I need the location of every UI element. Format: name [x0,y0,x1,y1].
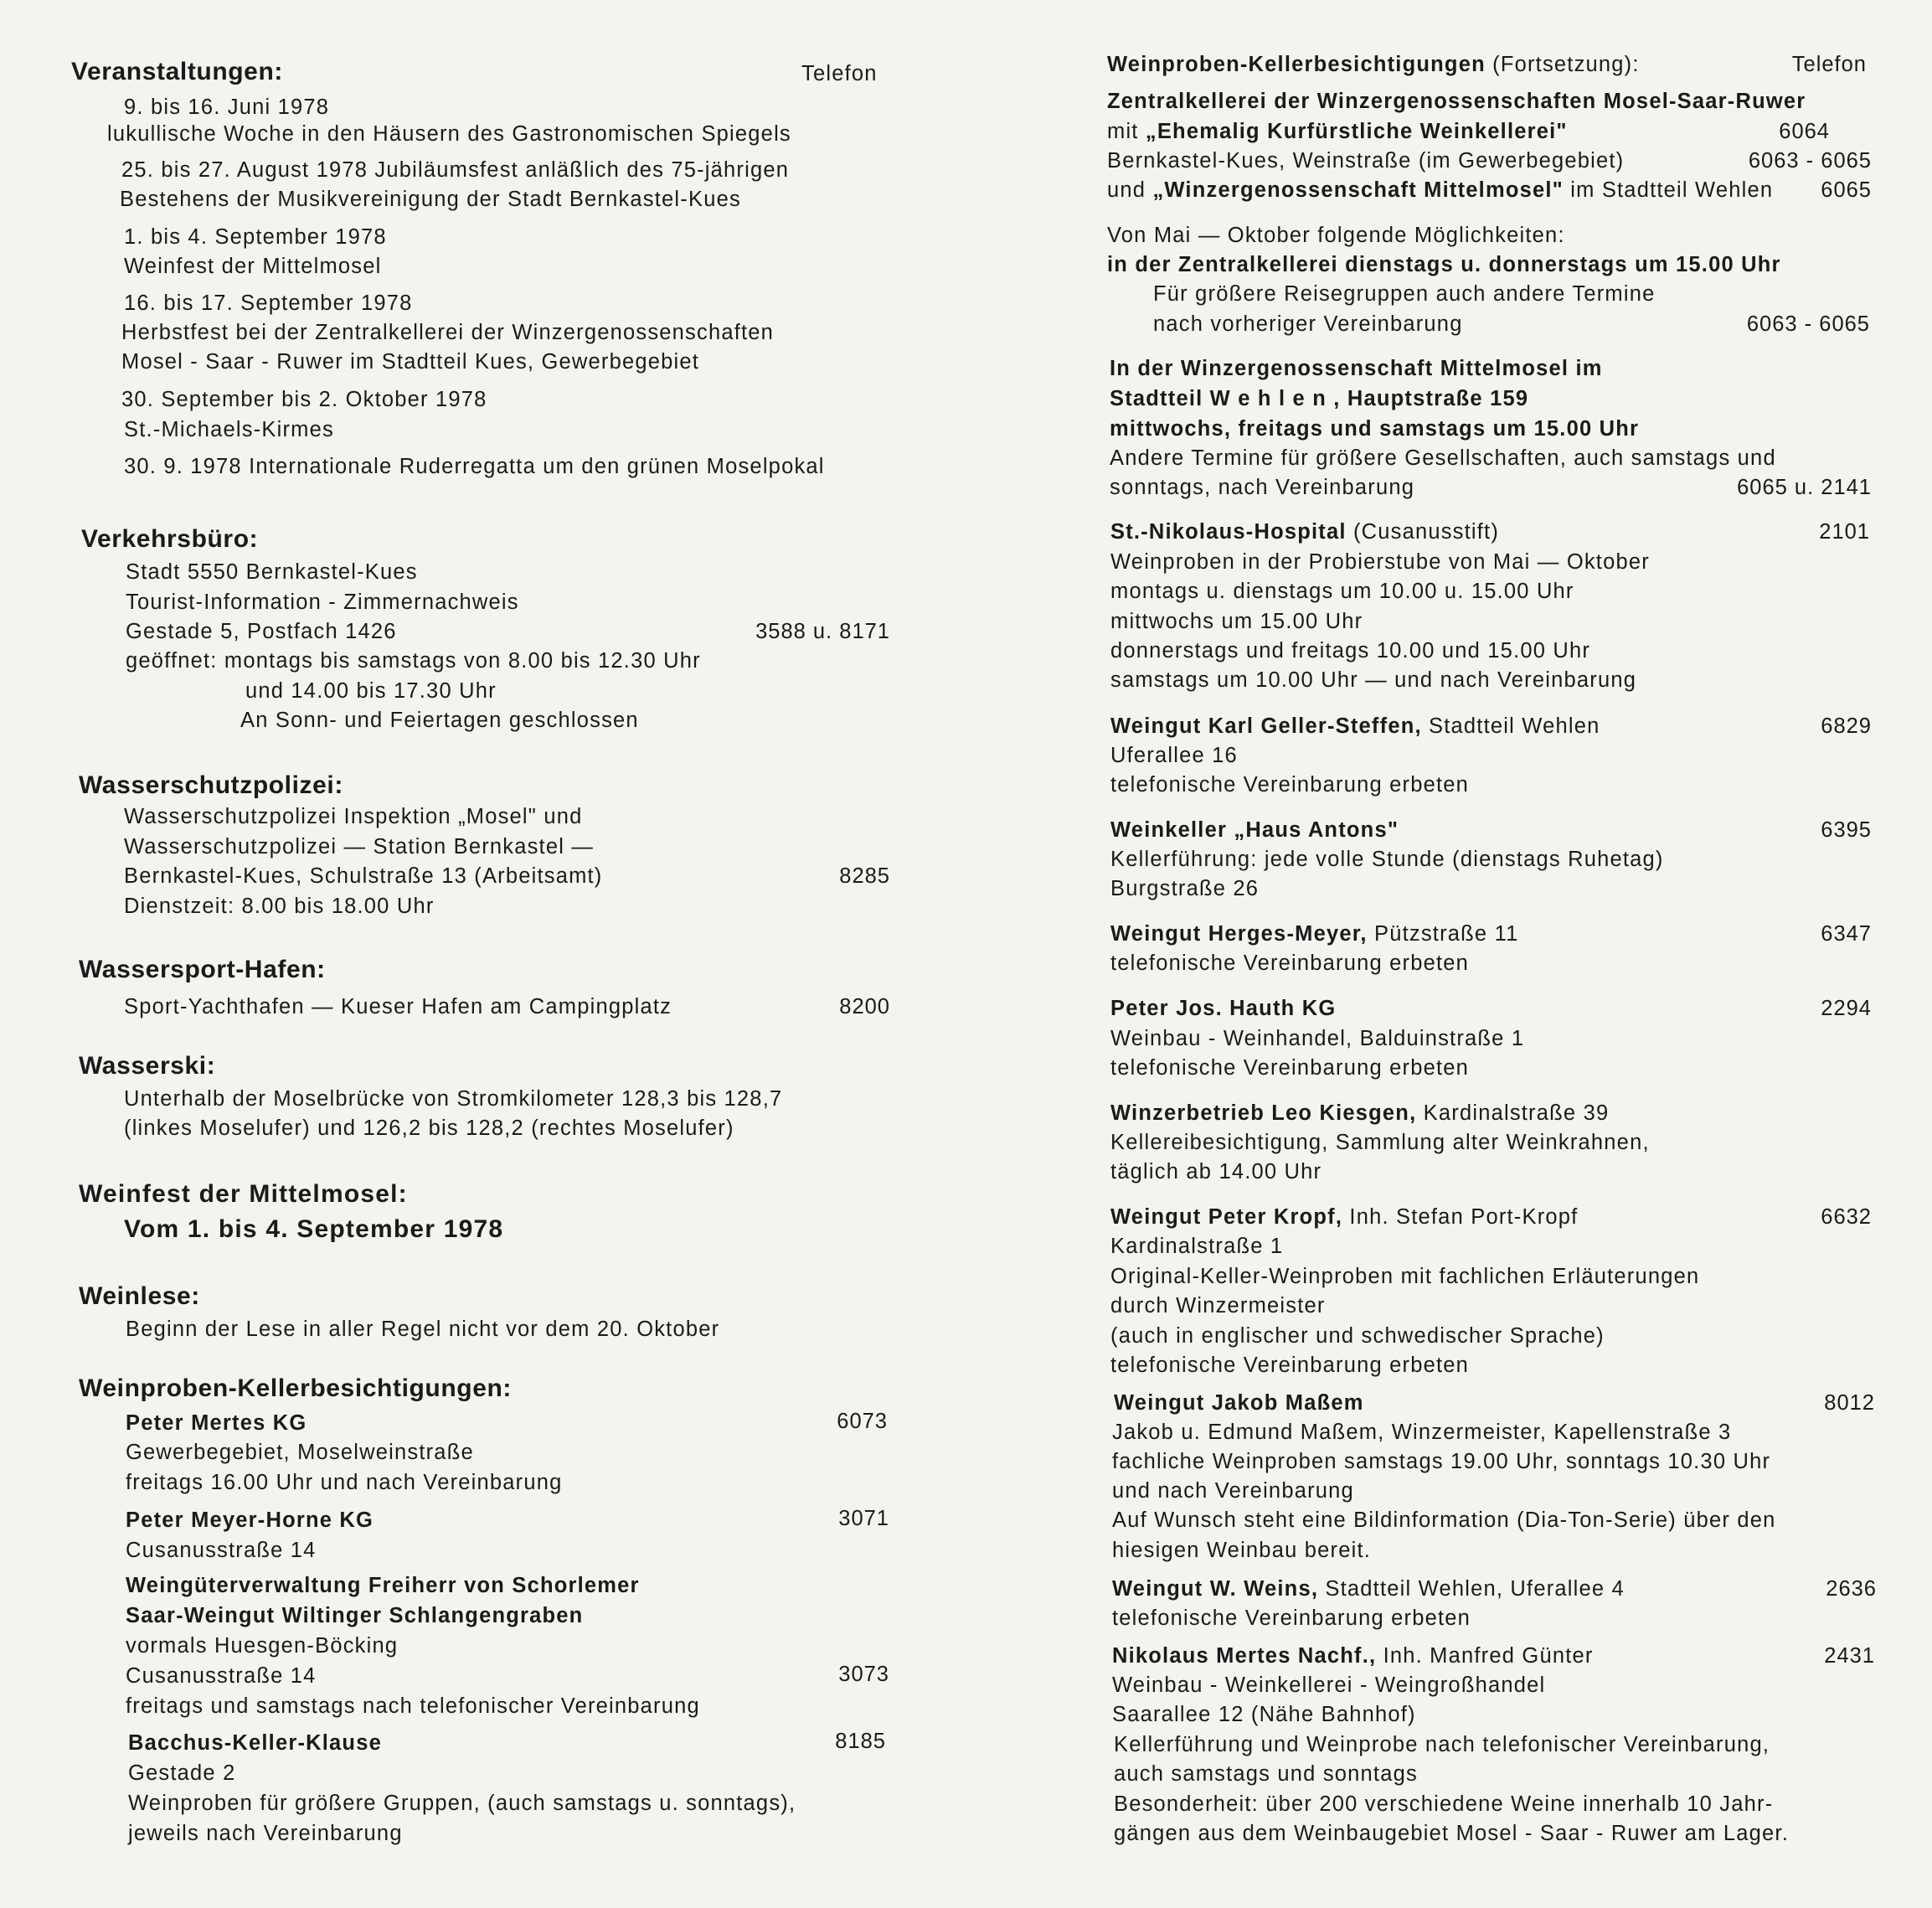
entry-suffix: Stadtteil Wehlen, Uferallee 4 [1318,1577,1625,1601]
phone-number: 6065 [1821,178,1872,202]
entry-name: Weingut Jakob Maßem [1114,1391,1364,1415]
entry-suffix: Stadtteil Wehlen [1421,714,1600,738]
entry-header [1112,1576,1625,1602]
entry-header [1110,1204,1578,1230]
phone-number: 6073 [837,1410,888,1433]
entry-header [1110,1101,1609,1127]
phone-column-header: Telefon [1791,53,1867,76]
phone-number: 3073 [838,1663,889,1686]
entry-name: Nikolaus Mertes Nachf., [1112,1644,1377,1668]
info-line: Für größere Reisegruppen auch andere Termine [1153,282,1656,306]
entry-name: Saar-Weingut Wiltinger Schlangengraben [126,1604,584,1627]
entry-name: Peter Jos. Hauth KG [1110,997,1337,1020]
info-line: täglich ab 14.00 Uhr [1110,1160,1322,1183]
info-line: und nach Vereinbarung [1112,1479,1354,1503]
entry-suffix: (Cusanusstift) [1346,520,1500,544]
info-line: freitags 16.00 Uhr und nach Vereinbarung [126,1471,563,1494]
entry-name: Zentralkellerei der Winzergenossenschaften Mosel-Saar-Ruwer [1107,90,1806,113]
entry-suffix: Inh. Stefan Port-Kropf [1342,1205,1579,1229]
entry-header [1112,1643,1594,1669]
info-line: Kellerführung und Weinprobe nach telefonischer Vereinbarung, [1114,1733,1770,1756]
entry-header [1110,714,1600,740]
phone-number: 2101 [1819,520,1870,544]
section-heading-veranstaltungen: Veranstaltungen: [71,58,283,85]
entry-name: St.-Nikolaus-Hospital [1110,520,1347,544]
info-line: Gestade 5, Postfach 1426 [126,620,397,643]
section-heading-weinfest: Weinfest der Mittelmosel: [79,1180,408,1208]
info-line: Sport-Yachthafen — Kueser Hafen am Campingplatz [124,995,672,1018]
phone-number: 2431 [1824,1644,1875,1668]
info-line: (auch in englischer und schwedischer Sprache) [1110,1324,1605,1348]
phone-number: 8285 [839,864,890,888]
entry-name: Weingut W. Weins, [1112,1577,1319,1601]
info-line: telefonische Vereinbarung erbeten [1110,1056,1470,1080]
info-line: telefonische Vereinbarung erbeten [1110,773,1470,797]
info-line: Cusanusstraße 14 [126,1664,317,1688]
phone-number: 3071 [838,1507,889,1530]
phone-number: 3588 u. 8171 [755,620,890,643]
text-suffix: im Stadtteil Wehlen [1563,178,1774,202]
event-line: 30. 9. 1978 Internationale Ruderregatta um den grünen Moselpokal [124,455,825,478]
info-line: donnerstags und freitags 10.00 und 15.00 Uhr [1110,639,1591,663]
info-line: Beginn der Lese in aller Regel nicht vor dem 20. Oktober [126,1318,720,1341]
info-line: montags u. dienstags um 10.00 u. 15.00 Uhr [1110,580,1574,603]
section-heading-weinlese: Weinlese: [79,1282,200,1310]
phone-number: 8200 [839,995,890,1018]
section-heading-wasserschutzpolizei: Wasserschutzpolizei: [79,771,343,799]
info-line: Stadt 5550 Bernkastel-Kues [126,560,418,584]
entry-name: Weingut Peter Kropf, [1110,1205,1343,1229]
info-line: Weinbau - Weinkellerei - Weingroßhandel [1112,1673,1546,1697]
info-line: Auf Wunsch steht eine Bildinformation (Dia-Ton-Serie) über den [1112,1508,1776,1532]
continuation-heading [1107,52,1640,78]
info-line: freitags und samstags nach telefonischer Vereinbarung [126,1694,700,1718]
entry-name: Winzerbetrieb Leo Kiesgen, [1110,1101,1417,1125]
info-line: Bernkastel-Kues, Weinstraße (im Gewerbegebiet) [1107,149,1625,173]
event-line: Bestehens der Musikvereinigung der Stadt Bernkastel-Kues [120,188,741,211]
info-line: Andere Termine für größere Gesellschaften, auch samstags und [1110,446,1776,470]
continuation-heading-suffix: (Fortsetzung): [1485,53,1640,76]
phone-number: 6063 - 6065 [1746,312,1870,336]
phone-number: 2636 [1826,1577,1877,1601]
phone-number: 8012 [1824,1391,1875,1415]
info-line: Uferallee 16 [1110,744,1238,767]
info-line: sonntags, nach Vereinbarung [1110,476,1415,499]
info-line: geöffnet: montags bis samstags von 8.00 bis 12.30 Uhr [126,649,701,673]
entry-name: Weingut Karl Geller-Steffen, [1110,714,1422,738]
info-line: Gewerbegebiet, Moselweinstraße [126,1441,474,1464]
info-line: (linkes Moselufer) und 126,2 bis 128,2 (rechtes Moselufer) [124,1116,734,1140]
info-line: Von Mai — Oktober folgende Möglichkeiten: [1107,224,1565,247]
entry-name: Weingüterverwaltung Freiherr von Schorlemer [126,1574,640,1597]
text-prefix: und [1107,178,1153,202]
event-line: Weinfest der Mittelmosel [124,255,382,278]
entry-header [1110,519,1499,545]
info-line: Kellereibesichtigung, Sammlung alter Weinkrahnen, [1110,1131,1650,1154]
info-line: Kellerführung: jede volle Stunde (dienstags Ruhetag) [1110,848,1664,871]
entry-suffix: Inh. Manfred Günter [1376,1644,1594,1668]
info-line: telefonische Vereinbarung erbeten [1110,1354,1470,1377]
phone-number: 6395 [1821,818,1872,842]
section-heading-wassersport-hafen: Wassersport-Hafen: [79,956,326,983]
entry-name: „Ehemalig Kurfürstliche Weinkellerei" [1145,120,1568,143]
info-line: mittwochs um 15.00 Uhr [1110,610,1363,633]
entry-name: „Winzergenossenschaft Mittelmosel" [1152,178,1564,202]
section-heading-weinproben: Weinproben-Kellerbesichtigungen: [79,1374,513,1402]
entry-name: Peter Meyer-Horne KG [126,1508,374,1532]
phone-number: 6064 [1779,120,1830,143]
event-line: 16. bis 17. September 1978 [124,291,413,315]
entry-header [1110,921,1518,947]
phone-number: 2294 [1821,997,1872,1020]
info-line: Bernkastel-Kues, Schulstraße 13 (Arbeitsamt) [124,864,603,888]
entry-name: Weingut Herges-Meyer, [1110,922,1368,946]
phone-number: 6829 [1821,714,1872,738]
phone-column-header: Telefon [801,62,878,85]
entry-name: In der Winzergenossenschaft Mittelmosel im [1110,357,1603,380]
info-line: nach vorheriger Vereinbarung [1153,312,1463,336]
entry-suffix: Kardinalstraße 39 [1416,1101,1610,1125]
info-line: und 14.00 bis 17.30 Uhr [245,679,497,703]
event-line: 30. September bis 2. Oktober 1978 [121,388,487,411]
info-line [1107,178,1773,204]
continuation-heading-bold: Weinproben-Kellerbesichtigungen [1107,53,1486,76]
info-line: Cusanusstraße 14 [126,1539,317,1562]
phone-number: 6347 [1821,922,1872,946]
info-line: vormals Huesgen-Böcking [126,1634,399,1658]
event-line: 1. bis 4. September 1978 [124,225,387,249]
entry-name: Bacchus-Keller-Klause [128,1731,382,1755]
info-line: Unterhalb der Moselbrücke von Stromkilometer 128,3 bis 128,7 [124,1087,783,1111]
event-line: lukullische Woche in den Häusern des Gastronomischen Spiegels [107,122,791,146]
info-line: jeweils nach Vereinbarung [128,1822,403,1845]
section-heading-verkehrsbuero: Verkehrsbüro: [81,525,259,553]
info-line: Original-Keller-Weinproben mit fachlichen Erläuterungen [1110,1265,1700,1288]
info-line: Weinbau - Weinhandel, Balduinstraße 1 [1110,1027,1525,1050]
info-line: Tourist-Information - Zimmernachweis [126,590,519,614]
info-line: Burgstraße 26 [1110,877,1260,900]
weinfest-date: Vom 1. bis 4. September 1978 [124,1215,504,1243]
info-line [1107,119,1568,145]
info-line: Gestade 2 [128,1761,236,1785]
info-line: telefonische Vereinbarung erbeten [1110,951,1470,975]
info-line-bold: in der Zentralkellerei dienstags u. donnerstags um 15.00 Uhr [1107,253,1781,276]
entry-name: Peter Mertes KG [126,1411,307,1435]
event-line: Mosel - Saar - Ruwer im Stadtteil Kues, Gewerbegebiet [121,350,700,374]
phone-number: 6632 [1821,1205,1872,1229]
info-line: Kardinalstraße 1 [1110,1235,1284,1258]
phone-number: 8185 [835,1730,886,1753]
text-prefix: mit [1107,120,1146,143]
info-line: Weinproben für größere Gruppen, (auch samstags u. sonntags), [128,1792,796,1815]
info-line: durch Winzermeister [1110,1294,1326,1318]
info-line: gängen aus dem Weinbaugebiet Mosel - Saar - Ruwer am Lager. [1114,1822,1789,1845]
entry-name: Stadtteil W e h l e n , Hauptstraße 159 [1110,387,1529,410]
info-line: Dienstzeit: 8.00 bis 18.00 Uhr [124,895,435,918]
event-line: 25. bis 27. August 1978 Jubiläumsfest anläßlich des 75-jährigen [121,158,790,182]
info-line: Wasserschutzpolizei — Station Bernkastel — [124,835,595,859]
info-line: fachliche Weinproben samstags 19.00 Uhr, sonntags 10.30 Uhr [1112,1450,1771,1473]
info-line: samstags um 10.00 Uhr — und nach Vereinbarung [1110,668,1637,692]
info-line-bold: mittwochs, freitags und samstags um 15.00 Uhr [1110,417,1640,441]
event-line: 9. bis 16. Juni 1978 [124,95,330,119]
info-line: auch samstags und sonntags [1114,1762,1418,1786]
info-line: Wasserschutzpolizei Inspektion „Mosel" und [124,805,583,828]
event-line: Herbstfest bei der Zentralkellerei der Winzergenossenschaften [121,321,775,344]
phone-number: 6063 - 6065 [1748,149,1872,173]
info-line: telefonische Vereinbarung erbeten [1112,1606,1471,1630]
entry-name: Weinkeller „Haus Antons" [1110,818,1399,842]
info-line: Besonderheit: über 200 verschiedene Weine innerhalb 10 Jahr- [1114,1792,1774,1816]
event-line: St.-Michaels-Kirmes [124,418,334,441]
section-heading-wasserski: Wasserski: [79,1052,216,1080]
phone-number: 6065 u. 2141 [1737,476,1872,499]
info-line: Jakob u. Edmund Maßem, Winzermeister, Kapellenstraße 3 [1112,1421,1732,1444]
entry-suffix: Pützstraße 11 [1367,922,1519,946]
info-line: hiesigen Weinbau bereit. [1112,1539,1372,1562]
info-line: An Sonn- und Feiertagen geschlossen [240,709,639,732]
info-line: Weinproben in der Probierstube von Mai — Oktober [1110,550,1650,574]
info-line: Saarallee 12 (Nähe Bahnhof) [1112,1703,1416,1726]
